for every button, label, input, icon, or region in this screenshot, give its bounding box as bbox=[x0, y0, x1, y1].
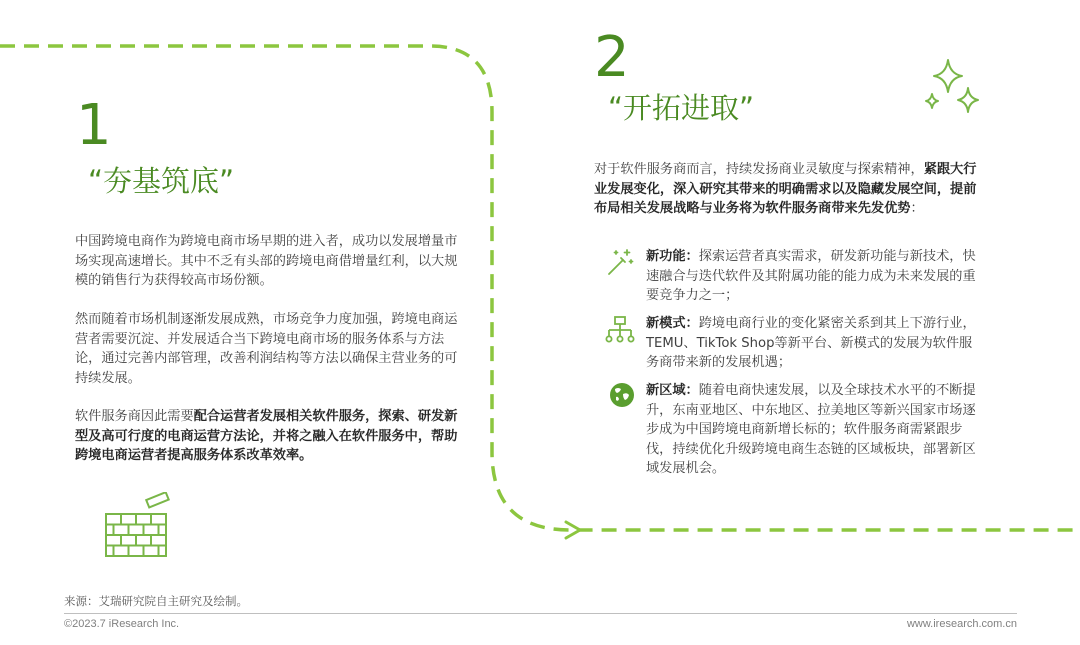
sparkle-icon bbox=[924, 58, 980, 122]
item-new-feature bbox=[646, 247, 982, 306]
item-new-region bbox=[646, 381, 982, 479]
section-1-paragraph-2: 然而随着市场机制逐渐发展成熟，市场竞争力度加强，跨境电商运营者需要沉淀、并发展适合当下跨境电商市场的服务体系与方法论，通过完善内部管理，改善利润结构等方法以确保主营业务的可持续发展。 bbox=[75, 312, 458, 386]
website-link[interactable]: www.iresearch.com.cn bbox=[906, 618, 1017, 630]
section-1-title: “夯基筑底” bbox=[88, 164, 235, 198]
org-chart-icon bbox=[605, 315, 635, 345]
item-text: 跨境电商行业的变化紧密关系到其上下游行业，TEMU、TikTok Shop等新平台、新模式的发展为软件服务商带来新的发展机遇； bbox=[646, 316, 976, 371]
paragraph-3-emphasis: 配合运营者发展相关软件服务，探索、研发新型及高可行度的电商运营方法论，并将之融入在软件服务中，帮助跨境电商运营者提高服务体系改革效率。 bbox=[75, 409, 458, 464]
intro-tail: ： bbox=[910, 201, 924, 217]
section-2-title: “开拓进取” bbox=[608, 91, 755, 125]
section-1-number: 1 bbox=[76, 93, 112, 158]
copyright: ©2023.7 iResearch Inc. bbox=[64, 618, 180, 630]
footer-divider bbox=[64, 613, 1017, 614]
section-2-number: 2 bbox=[594, 25, 630, 90]
item-label: 新区域： bbox=[646, 383, 699, 398]
intro-lead: 对于软件服务商而言，持续发扬商业灵敏度与探索精神， bbox=[594, 162, 924, 177]
magic-wand-icon bbox=[606, 248, 634, 276]
item-new-model bbox=[646, 314, 982, 373]
section-1-paragraph-1: 中国跨境电商作为跨境电商市场早期的进入者，成功以发展增量市场实现高速增长。其中不乏有头部的跨境电商借增量红利，以大规模的销售行为获得较高市场份额。 bbox=[75, 234, 458, 289]
item-text: 探索运营者真实需求，研发新功能与新技术，快速融合与迭代软件及其附属功能的能力成为未来发展的重要竞争力之一； bbox=[646, 249, 976, 304]
item-label: 新功能： bbox=[646, 249, 699, 264]
item-text: 随着电商快速发展，以及全球技术水平的不断提升，东南亚地区、中东地区、拉美地区等新兴国家市场逐步成为中国跨境电商新增长标的；软件服务商需紧跟步伐，持续优化升级跨境电商生态链的区域板块，部署新区域发展机会。 bbox=[646, 383, 976, 477]
section-2-intro bbox=[594, 160, 978, 219]
item-label: 新模式： bbox=[646, 316, 699, 331]
source-note: 来源：艾瑞研究院自主研究及绘制。 bbox=[64, 594, 248, 608]
intro-emphasis: 紧跟大行业发展变化，深入研究其带来的明确需求以及隐藏发展空间，提前布局相关发展战略与业务将为软件服务商带来先发优势 bbox=[594, 162, 977, 217]
brick-wall-icon bbox=[100, 492, 172, 558]
paragraph-3-lead: 软件服务商因此需要 bbox=[75, 409, 194, 424]
section-1-paragraph-3 bbox=[75, 407, 463, 466]
globe-icon bbox=[609, 382, 635, 408]
